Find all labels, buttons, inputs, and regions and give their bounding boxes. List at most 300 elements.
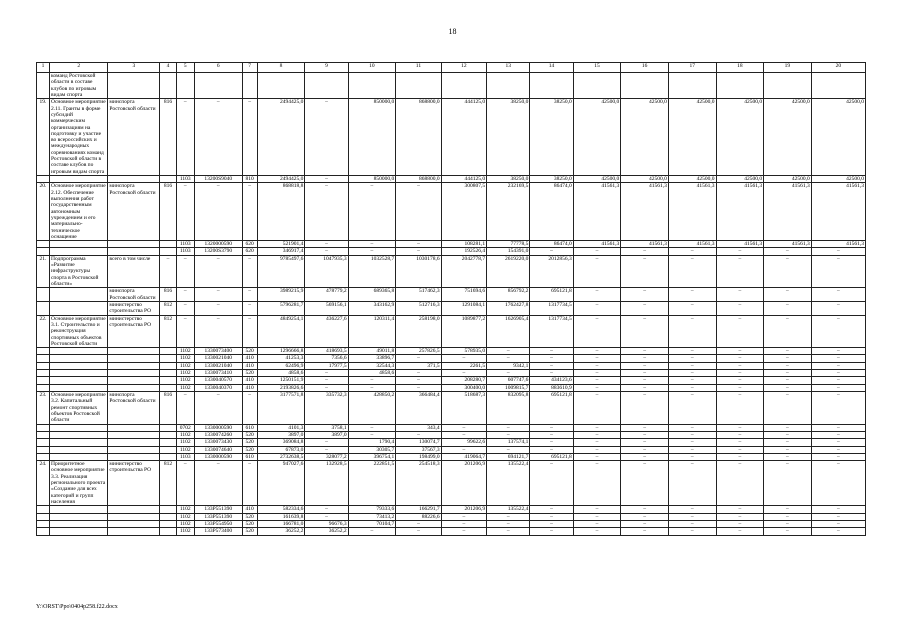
cell-value: – xyxy=(441,513,486,520)
cell-c2: Подпрограмма «Развитие инфраструктуры спорта в Ростовской области» xyxy=(49,255,107,288)
cell-value: 369084,8 xyxy=(257,439,305,446)
table-row xyxy=(37,348,866,355)
cell-c3 xyxy=(108,176,160,183)
cell-value: – xyxy=(487,513,530,520)
cell-c5: 1103 xyxy=(176,248,194,255)
cell-c3: всего в том числе xyxy=(108,255,160,288)
cell-value: 41561,3 xyxy=(621,241,669,248)
cell-value: – xyxy=(573,439,621,446)
cell-value: – xyxy=(530,446,573,453)
cell-c5: – xyxy=(176,301,194,315)
table-row xyxy=(37,528,866,535)
cell-value: – xyxy=(305,384,348,391)
cell-c1 xyxy=(37,446,50,453)
cell-value: 41561,3 xyxy=(764,241,812,248)
cell-value: – xyxy=(764,288,812,302)
cell-value: – xyxy=(530,461,573,506)
cell-c3 xyxy=(108,384,160,391)
cell-value: – xyxy=(716,513,764,520)
cell-value: 9342,1 xyxy=(487,362,530,369)
cell-c6: – xyxy=(194,301,242,315)
cell-c6: 1330073400 xyxy=(194,348,242,355)
cell-value: 77778,5 xyxy=(487,241,530,248)
cell-value: – xyxy=(530,362,573,369)
cell-value: – xyxy=(441,424,486,431)
cell-value: 96676,3 xyxy=(305,520,348,527)
cell-value: 1030178,6 xyxy=(396,255,441,288)
cell-value xyxy=(716,73,764,99)
table-row xyxy=(37,99,866,176)
cell-value xyxy=(668,73,716,99)
cell-value: 41561,3 xyxy=(716,183,764,241)
cell-c6: 1330000590 xyxy=(194,453,242,460)
cell-c6 xyxy=(194,73,242,99)
cell-value: – xyxy=(305,183,348,241)
cell-c4 xyxy=(160,176,176,183)
cell-value: – xyxy=(487,370,530,377)
col-header: 13 xyxy=(487,63,530,73)
cell-c7: 410 xyxy=(242,355,257,362)
cell-value: – xyxy=(573,315,621,348)
cell-c4: 816 xyxy=(160,288,176,302)
cell-value: 396754,1 xyxy=(348,453,396,460)
cell-value: 120311,4 xyxy=(348,315,396,348)
cell-value: 4101,3 xyxy=(257,424,305,431)
cell-value: 161639,8 xyxy=(257,513,305,520)
cell-value: 4858,6 xyxy=(257,370,305,377)
cell-value: – xyxy=(530,439,573,446)
cell-c7: – xyxy=(242,461,257,506)
cell-value xyxy=(441,73,486,99)
cell-c5: – xyxy=(176,183,194,241)
cell-c7: – xyxy=(242,315,257,348)
cell-c4 xyxy=(160,506,176,513)
cell-value: 3897,0 xyxy=(305,431,348,438)
cell-c3 xyxy=(108,370,160,377)
cell-value: – xyxy=(716,506,764,513)
cell-value: – xyxy=(811,377,865,384)
cell-value: 154391,0 xyxy=(487,248,530,255)
cell-c4 xyxy=(160,528,176,535)
cell-c5: 1102 xyxy=(176,377,194,384)
cell-value: – xyxy=(573,506,621,513)
cell-value: 30305,7 xyxy=(348,446,396,453)
cell-value: – xyxy=(764,513,812,520)
cell-value: – xyxy=(573,520,621,527)
cell-value: – xyxy=(530,431,573,438)
cell-c5: 1102 xyxy=(176,520,194,527)
cell-c7: 610 xyxy=(242,453,257,460)
cell-c4 xyxy=(160,248,176,255)
cell-value: 41253,3 xyxy=(257,355,305,362)
cell-value: – xyxy=(668,446,716,453)
cell-c5: 1103 xyxy=(176,453,194,460)
cell-value: – xyxy=(573,288,621,302)
cell-value: 254518,3 xyxy=(396,461,441,506)
cell-c7: 520 xyxy=(242,520,257,527)
cell-value: 7356,6 xyxy=(305,355,348,362)
cell-value: 418693,5 xyxy=(305,348,348,355)
cell-value: 521901,4 xyxy=(257,241,305,248)
cell-value: 257826,5 xyxy=(396,348,441,355)
table-row xyxy=(37,288,866,302)
cell-c6: 1330073410 xyxy=(194,370,242,377)
col-header: 6 xyxy=(194,63,242,73)
cell-c2 xyxy=(49,506,107,513)
cell-value: 1296666,8 xyxy=(257,348,305,355)
cell-value: – xyxy=(716,439,764,446)
cell-c1 xyxy=(37,370,50,377)
cell-value: – xyxy=(305,370,348,377)
cell-c5: 1102 xyxy=(176,348,194,355)
cell-value: – xyxy=(668,362,716,369)
cell-value: 70104,7 xyxy=(348,520,396,527)
cell-value: – xyxy=(487,520,530,527)
cell-c6: 1330021040 xyxy=(194,355,242,362)
cell-c7: 620 xyxy=(242,241,257,248)
cell-value: 37567,3 xyxy=(396,446,441,453)
cell-c2: Основное мероприятие 2.12. Обеспечение выполнения работ государственным автономным учреждением и его материально-техническое оснащение xyxy=(49,183,107,241)
cell-c6: 1330040570 xyxy=(194,377,242,384)
cell-value: 371,5 xyxy=(396,362,441,369)
cell-value: 478779,2 xyxy=(305,288,348,302)
col-header: 2 xyxy=(49,63,107,73)
cell-value: 856792,2 xyxy=(487,288,530,302)
col-header: 19 xyxy=(764,63,812,73)
cell-c4: 812 xyxy=(160,461,176,506)
cell-value: – xyxy=(530,370,573,377)
cell-value: – xyxy=(764,506,812,513)
cell-value: 166781,0 xyxy=(257,520,305,527)
cell-value: – xyxy=(305,248,348,255)
cell-value: – xyxy=(668,453,716,460)
col-header: 20 xyxy=(811,63,865,73)
cell-value: 42500,0 xyxy=(573,99,621,176)
cell-value: – xyxy=(811,461,865,506)
cell-value: – xyxy=(305,241,348,248)
cell-value: – xyxy=(716,362,764,369)
table-row xyxy=(37,446,866,453)
cell-value: – xyxy=(716,255,764,288)
table-row xyxy=(37,384,866,391)
cell-value: – xyxy=(668,424,716,431)
cell-value: – xyxy=(716,248,764,255)
table-row xyxy=(37,362,866,369)
cell-c3 xyxy=(108,431,160,438)
cell-value: 1250151,9 xyxy=(257,377,305,384)
cell-value: – xyxy=(811,431,865,438)
cell-value: – xyxy=(573,453,621,460)
col-header: 17 xyxy=(668,63,716,73)
cell-value: – xyxy=(764,424,812,431)
cell-value: – xyxy=(668,528,716,535)
cell-value: 198499,0 xyxy=(396,453,441,460)
cell-value: – xyxy=(811,513,865,520)
cell-value: 41561,3 xyxy=(811,241,865,248)
cell-value: 42500,0 xyxy=(764,176,812,183)
table-row xyxy=(37,301,866,315)
cell-value: – xyxy=(764,301,812,315)
cell-c7: 610 xyxy=(242,424,257,431)
cell-c5 xyxy=(176,73,194,99)
col-header: 7 xyxy=(242,63,257,73)
cell-c7: – xyxy=(242,183,257,241)
cell-c1 xyxy=(37,377,50,384)
cell-value xyxy=(396,73,441,99)
cell-c3: министерство строительства РО xyxy=(108,301,160,315)
cell-value: – xyxy=(573,348,621,355)
cell-value: – xyxy=(764,453,812,460)
cell-value: 695121,8 xyxy=(530,392,573,425)
cell-value: 32544,3 xyxy=(348,362,396,369)
cell-c4 xyxy=(160,241,176,248)
cell-value: 166291,7 xyxy=(396,506,441,513)
cell-value: – xyxy=(668,392,716,425)
cell-value: – xyxy=(764,255,812,288)
cell-c1 xyxy=(37,424,50,431)
cell-value: 36252,2 xyxy=(305,528,348,535)
cell-value: 512716,3 xyxy=(396,301,441,315)
cell-value: 36252,2 xyxy=(257,528,305,535)
cell-value: 751694,6 xyxy=(441,288,486,302)
cell-c1: 24. xyxy=(37,461,50,506)
cell-c6: 1330040370 xyxy=(194,384,242,391)
cell-value: – xyxy=(573,248,621,255)
cell-c2 xyxy=(49,446,107,453)
cell-value: – xyxy=(305,99,348,176)
cell-value: 428850,2 xyxy=(348,392,396,425)
table-body xyxy=(37,63,866,536)
cell-c4: – xyxy=(160,255,176,288)
cell-value xyxy=(530,73,573,99)
cell-c3: минспорта Ростовской области xyxy=(108,288,160,302)
table-row xyxy=(37,355,866,362)
cell-value: 222851,5 xyxy=(348,461,396,506)
cell-value: 689365,8 xyxy=(348,288,396,302)
cell-value: – xyxy=(764,446,812,453)
cell-value: – xyxy=(530,355,573,362)
file-path-footer: Y:\ORST\Ppo\0404p258.f22.docx xyxy=(36,604,118,610)
cell-value: – xyxy=(668,315,716,348)
cell-value: – xyxy=(668,355,716,362)
cell-c4: 816 xyxy=(160,183,176,241)
cell-value: – xyxy=(811,392,865,425)
cell-value: – xyxy=(716,384,764,391)
cell-value: – xyxy=(811,288,865,302)
cell-value: – xyxy=(811,439,865,446)
cell-value: – xyxy=(396,241,441,248)
cell-c3 xyxy=(108,73,160,99)
cell-value: 1626905,4 xyxy=(487,315,530,348)
cell-c2 xyxy=(49,362,107,369)
cell-value: – xyxy=(305,377,348,384)
cell-value: – xyxy=(764,431,812,438)
cell-value: 208280,7 xyxy=(441,377,486,384)
cell-value: – xyxy=(621,370,669,377)
cell-value: 569156,1 xyxy=(305,301,348,315)
cell-value: – xyxy=(530,513,573,520)
cell-value: – xyxy=(441,520,486,527)
cell-value: – xyxy=(764,315,812,348)
cell-value: 947027,6 xyxy=(257,461,305,506)
cell-c7: 620 xyxy=(242,248,257,255)
cell-value: – xyxy=(716,461,764,506)
cell-c3 xyxy=(108,520,160,527)
cell-value: – xyxy=(487,528,530,535)
cell-c7: 410 xyxy=(242,384,257,391)
cell-value: 517462,3 xyxy=(396,288,441,302)
cell-value: – xyxy=(668,513,716,520)
cell-c3: министерство строительства РО xyxy=(108,315,160,348)
cell-c4 xyxy=(160,73,176,99)
cell-c6: 13200S9040 xyxy=(194,176,242,183)
cell-c4 xyxy=(160,424,176,431)
cell-value: – xyxy=(811,248,865,255)
cell-c6: 1330000590 xyxy=(194,424,242,431)
cell-value: – xyxy=(621,315,669,348)
cell-c2 xyxy=(49,248,107,255)
col-header: 4 xyxy=(160,63,176,73)
cell-value: 42500,0 xyxy=(811,99,865,176)
cell-c4 xyxy=(160,348,176,355)
cell-c3 xyxy=(108,355,160,362)
cell-value: 335732,3 xyxy=(305,392,348,425)
cell-c1 xyxy=(37,513,50,520)
cell-value: – xyxy=(573,370,621,377)
cell-c5: 1102 xyxy=(176,384,194,391)
cell-value: – xyxy=(668,377,716,384)
cell-c2 xyxy=(49,370,107,377)
cell-c7: 520 xyxy=(242,439,257,446)
cell-value: 1009815,7 xyxy=(487,384,530,391)
cell-value: 1762427,8 xyxy=(487,301,530,315)
budget-table xyxy=(36,62,866,536)
cell-value: – xyxy=(811,520,865,527)
page-number: 18 xyxy=(448,27,457,36)
cell-value: – xyxy=(573,355,621,362)
cell-value: – xyxy=(811,355,865,362)
cell-c1 xyxy=(37,73,50,99)
cell-c3 xyxy=(108,453,160,460)
cell-c4: 816 xyxy=(160,99,176,176)
cell-value: – xyxy=(441,528,486,535)
cell-value: – xyxy=(441,370,486,377)
cell-value: 42500,0 xyxy=(621,99,669,176)
cell-c1 xyxy=(37,362,50,369)
cell-c2 xyxy=(49,513,107,520)
cell-c1 xyxy=(37,439,50,446)
cell-c3 xyxy=(108,377,160,384)
table-row xyxy=(37,513,866,520)
cell-value: 135522,4 xyxy=(487,506,530,513)
col-header: 15 xyxy=(573,63,621,73)
cell-value: – xyxy=(811,424,865,431)
cell-c2 xyxy=(49,355,107,362)
cell-value: 9785497,6 xyxy=(257,255,305,288)
cell-value: 73413,2 xyxy=(348,513,396,520)
cell-c5: – xyxy=(176,392,194,425)
cell-c5: 1102 xyxy=(176,506,194,513)
cell-c2 xyxy=(49,176,107,183)
cell-c3 xyxy=(108,241,160,248)
cell-c5: 1102 xyxy=(176,431,194,438)
cell-value: – xyxy=(348,241,396,248)
cell-value: 2494425,0 xyxy=(257,99,305,176)
cell-value: – xyxy=(811,384,865,391)
cell-value: – xyxy=(716,424,764,431)
cell-value: 62496,9 xyxy=(257,362,305,369)
cell-value: – xyxy=(396,355,441,362)
cell-value xyxy=(487,73,530,99)
cell-value: – xyxy=(530,528,573,535)
cell-c4 xyxy=(160,362,176,369)
cell-value: 868800,0 xyxy=(396,99,441,176)
cell-value: 137574,1 xyxy=(487,439,530,446)
cell-value: – xyxy=(348,183,396,241)
cell-value: – xyxy=(573,424,621,431)
cell-value: – xyxy=(764,392,812,425)
cell-value: 832095,8 xyxy=(487,392,530,425)
cell-value: – xyxy=(305,439,348,446)
cell-value: 2012856,3 xyxy=(530,255,573,288)
cell-value: – xyxy=(530,506,573,513)
cell-value: 868800,0 xyxy=(396,176,441,183)
cell-value: – xyxy=(716,392,764,425)
cell-value: 41561,3 xyxy=(573,183,621,241)
cell-value: 300807,5 xyxy=(441,183,486,241)
cell-value: 868818,8 xyxy=(257,183,305,241)
cell-value: 3897,0 xyxy=(257,431,305,438)
cell-value: 4858,6 xyxy=(348,370,396,377)
cell-value: – xyxy=(621,288,669,302)
cell-c1 xyxy=(37,241,50,248)
cell-value: – xyxy=(573,362,621,369)
cell-value: – xyxy=(621,424,669,431)
cell-c2: команд Ростовской области в составе клубов по игровым видам спорта xyxy=(49,73,107,99)
cell-c2 xyxy=(49,241,107,248)
cell-c5: – xyxy=(176,315,194,348)
cell-c7: 520 xyxy=(242,431,257,438)
cell-value: – xyxy=(621,392,669,425)
cell-value: 42500,0 xyxy=(621,176,669,183)
cell-value: – xyxy=(348,384,396,391)
header-row xyxy=(37,63,866,73)
cell-value: – xyxy=(764,461,812,506)
cell-value: – xyxy=(668,248,716,255)
cell-value: – xyxy=(621,439,669,446)
cell-c6: – xyxy=(194,183,242,241)
cell-value: 38250,0 xyxy=(530,176,573,183)
cell-c4 xyxy=(160,355,176,362)
cell-value: 42500,0 xyxy=(764,99,812,176)
cell-c6: 133P551390 xyxy=(194,513,242,520)
col-header: 14 xyxy=(530,63,573,73)
cell-value: 366484,4 xyxy=(396,392,441,425)
cell-c2 xyxy=(49,528,107,535)
cell-value: – xyxy=(621,506,669,513)
cell-c6: – xyxy=(194,99,242,176)
table-row xyxy=(37,183,866,241)
cell-value: 79333,6 xyxy=(348,506,396,513)
cell-c7: 520 xyxy=(242,513,257,520)
cell-value: 41561,3 xyxy=(811,183,865,241)
cell-value: – xyxy=(396,520,441,527)
cell-c2: Основное мероприятие 3.2. Капитальный ремонт спортивных объектов Ростовской области xyxy=(49,392,107,425)
cell-value: – xyxy=(573,431,621,438)
cell-value: 42500,0 xyxy=(668,99,716,176)
cell-c1 xyxy=(37,520,50,527)
cell-value: – xyxy=(305,506,348,513)
